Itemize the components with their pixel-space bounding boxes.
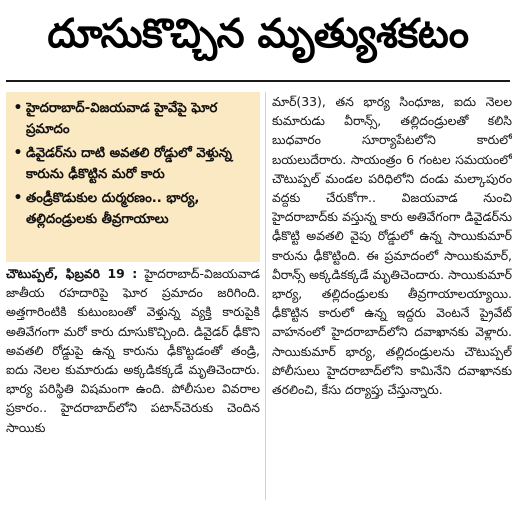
article-column-left xyxy=(6,264,260,504)
highlight-item xyxy=(10,98,254,140)
bullet-icon: • xyxy=(13,190,23,206)
highlight-text: తండ్రీకొడుకుల దుర్మరణం.. భార్య, తల్లిదండ్రులకు తీవ్రగాయాలు xyxy=(26,191,200,227)
highlight-text: డివైడర్‌ను దాటి అవతలి రోడ్డులో వెళ్తున్న కారును ఢీకొట్టిన మరో కారు xyxy=(26,146,232,182)
article-body-left: హైదరాబాద్‌-విజయవాడ జాతీయ రహదారిపై ఘోర ప్రమాదం జరిగింది. అత్తగారింటికి కుటుంబంతో వెళ్తున్న వ్యక్తి కారుపైకి అతివేగంగా మరో కారు దూసుకొచ్చింది. డివైడర్‌ ఢీకొని అవతలి రోడ్డుపై ఉన్న కారును ఢీకొట్టడంతో తండ్రి, ఐదు నెలల కుమారుడు అక్కడికక్కడే మృతిచెందారు. భార్య పరిస్థితి విషమంగా ఉంది. పోలీసుల వివరాల ప్రకారం.. హైదరాబాద్‌లోని పటాన్‌చెరుకు చెందిన సాయికు xyxy=(6,266,260,435)
headline: దూసుకొచ్చిన మృత్యుశకటం xyxy=(47,11,469,57)
highlight-item xyxy=(10,143,254,185)
article-column-right xyxy=(272,92,512,502)
bullet-icon: • xyxy=(13,145,23,161)
column-divider xyxy=(265,92,266,500)
bullet-icon: • xyxy=(13,100,23,116)
highlights-box xyxy=(6,92,260,262)
dateline: చౌటుప్పల్‌, ఫిబ్రవరి 19 : xyxy=(6,266,138,281)
article-body-right: మార్‌(33), తన భార్య సింధూజ, ఐదు నెలల కుమారుడు వీరాన్స్‌, తల్లిదండ్రులతో కలిసి బుధవారం సూర్యాపేటలోని కారులో బయలుదేరారు. సాయంత్రం 6 గంటల సమయంలో చౌటుప్పల్‌ మండల పరిధిలోని దండు మల్కాపురం వద్దకు చేరుకోగా.. విజయవాడ నుంచి హైదరాబాద్‌కు వస్తున్న కారు అతివేగంగా డివైడర్‌ను ఢీకొట్టి అవతలి వైపు రోడ్డులో ఉన్న సాయికుమార్‌ కారును ఢీకొట్టింది. ఈ ప్రమాదంలో సాయికుమార్‌, వీరాన్స్‌ అక్కడికక్కడే మృతిచెందారు. సాయికుమార్‌ భార్య, తల్లిదండ్రులకు తీవ్రగాయాలయ్యాయి. ఢీకొట్టిన కారులో ఉన్న ఇద్దరు వెంటనే ప్రైవేట్‌ వాహనంలో హైదరాబాద్‌లోని దవాఖానకు వెళ్లారు. సాయికుమార్‌ భార్య, తల్లిదండ్రులను చౌటుప్పల్‌ పోలీసులు హైదరాబాద్‌లోని కామినేని దవాఖానకు తరలించి, కేసు దర్యాప్తు చేస్తున్నారు. xyxy=(272,94,512,398)
highlight-text: హైదరాబాద్‌-విజయవాడ హైవేపై ఘోర ప్రమాదం xyxy=(26,101,218,137)
highlight-item xyxy=(10,188,254,230)
headline-rule xyxy=(6,80,510,82)
